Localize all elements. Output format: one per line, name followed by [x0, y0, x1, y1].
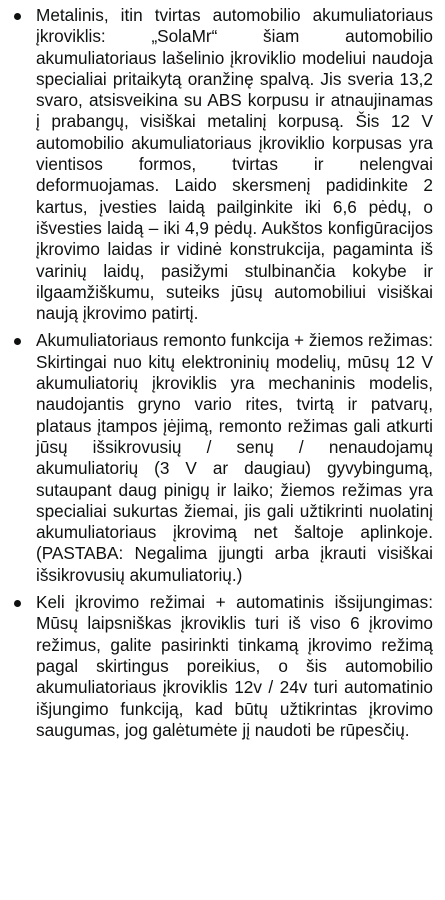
- feature-bullet-list: [0, 5, 445, 741]
- bullet-dot-icon: [14, 13, 21, 20]
- feature-bullet-text: Metalinis, itin tvirtas automobilio akumuliatoriaus įkroviklis: „SolaMr“ šiam automobilio akumuliatoriaus lašelinio įkroviklio modeliui naudoja specialiai pritaikytą oranžinę spalvą. Jis sveria 13,2 svaro, atsisveikina su ABS korpusu ir atnaujinamas į prabangų, visiškai metalinį korpusą. Šis 12 V automobilio akumuliatoriaus įkroviklio korpusas yra vientisos formos, tvirtas ir nelengvai deformuojamas. Laido skersmenį padidinkite 2 kartus, įvesties laidą pailginkite iki 6,6 pėdų, o išvesties laidą – iki 4,9 pėdų. Aukštos konfigūracijos įkrovimo laidas ir vidinė konstrukcija, pagaminta iš varinių laidų, pasižymi stulbinančia kokybe ir ilgaamžiškumu, suteiks jūsų automobiliui visiškai naują įkrovimo patirtį.: [36, 5, 433, 324]
- feature-bullet-text: Keli įkrovimo režimai + automatinis išsijungimas: Mūsų laipsniškas įkroviklis turi iš viso 6 įkrovimo režimus, galite pasirinkti tinkamą įkrovimo režimą pagal skirtingus poreikius, o šis automobilio akumuliatoriaus įkroviklis 12v / 24v turi automatinio išjungimo funkciją, kad būtų užtikrintas įkrovimo saugumas, jog galėtumėte jį naudoti be rūpesčių.: [36, 592, 433, 740]
- feature-bullet: [0, 5, 445, 324]
- feature-bullet-text: Akumuliatoriaus remonto funkcija + žiemos režimas: Skirtingai nuo kitų elektroninių modelių, mūsų 12 V akumuliatorių įkroviklis yra mechaninis modelis, naudojantis gryno vario rites, tvirtą ir patvarų, plataus įtampos įėjimą, remonto režimas gali atkurti jūsų išsikrovusių / senų / nenaudojamų akumuliatorių (3 V ar daugiau) gyvybingumą, sutaupant daug pinigų ir laiko; žiemos režimas yra specialiai sukurtas žiemai, jis gali užtikrinti nuolatinį akumuliatoriaus įkrovimą net šaltoje aplinkoje. (PASTABA: Negalima įjungti arba įkrauti visiškai išsikrovusių akumuliatorių.): [36, 330, 433, 585]
- feature-bullet: [0, 592, 445, 741]
- feature-bullet: [0, 330, 445, 586]
- bullet-dot-icon: [14, 600, 21, 607]
- bullet-dot-icon: [14, 338, 21, 345]
- product-description: [0, 5, 445, 747]
